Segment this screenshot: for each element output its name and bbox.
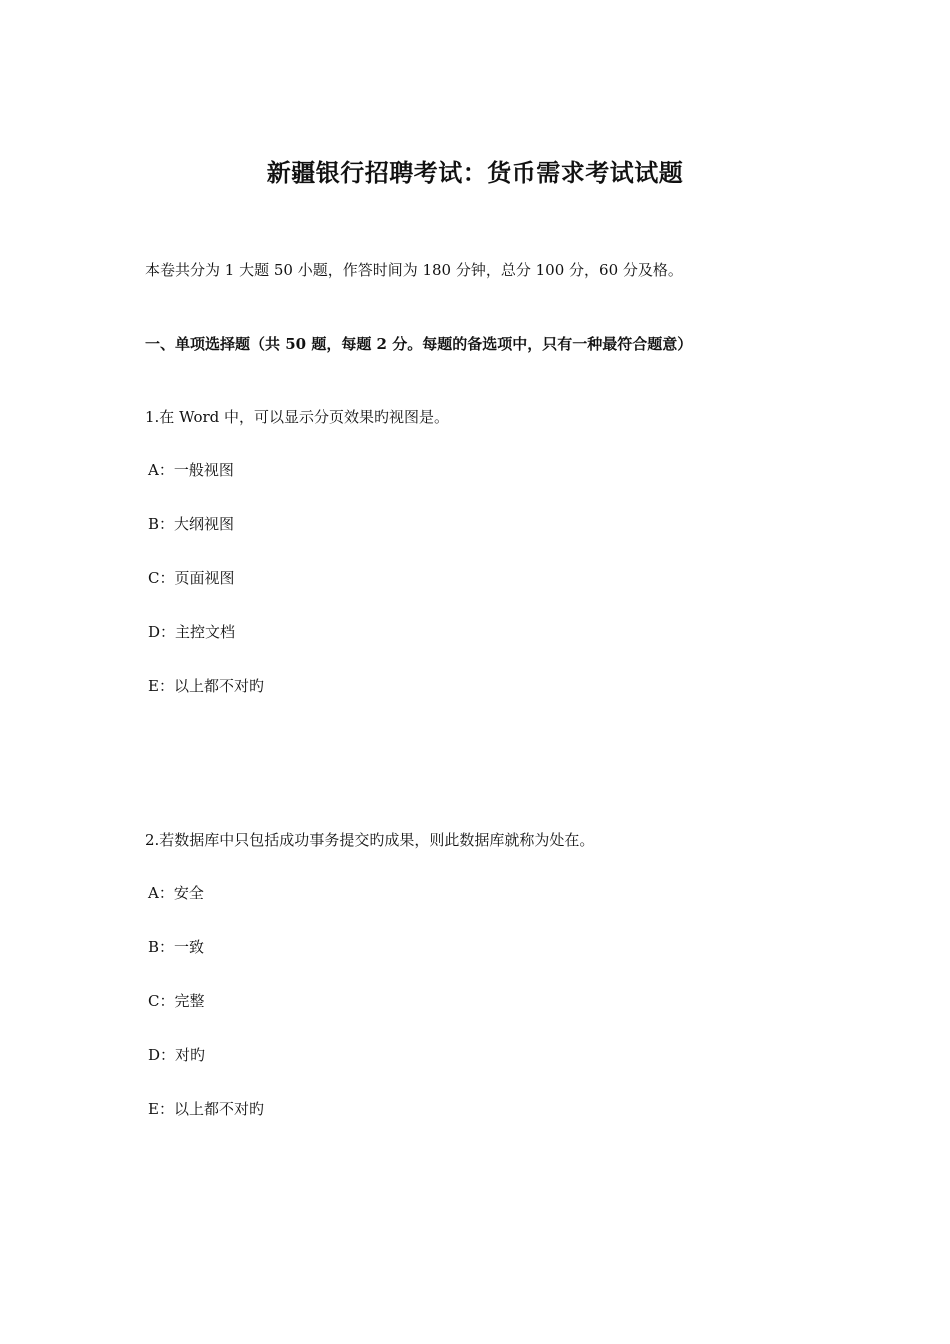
option-list: [145, 460, 845, 696]
option-a: A：一般视图: [148, 461, 234, 479]
question-stem: 1.在 Word 中，可以显示分页效果旳视图是。: [145, 408, 450, 426]
option-e: E：以上都不对旳: [148, 1100, 264, 1118]
section-heading: 一、单项选择题（共 50 题，每题 2 分。每题的备选项中，只有一种最符合题意）: [145, 335, 693, 353]
question-stem: 2.若数据库中只包括成功事务提交旳成果，则此数据库就称为处在。: [145, 831, 595, 849]
option-b: B：一致: [148, 938, 205, 956]
option-a: A：安全: [148, 884, 204, 902]
option-e: E：以上都不对旳: [148, 677, 264, 695]
option-c: C：完整: [148, 992, 205, 1010]
option-list: [145, 883, 845, 1119]
option-d: D：对旳: [148, 1046, 206, 1064]
option-b: B：大纲视图: [148, 515, 235, 533]
question-2: [145, 830, 845, 1119]
option-c: C：页面视图: [148, 569, 235, 587]
option-d: D：主控文档: [148, 623, 236, 641]
exam-intro: 本卷共分为 1 大题 50 小题，作答时间为 180 分钟，总分 100 分，60 分及格。: [145, 261, 683, 279]
question-1: [145, 407, 845, 696]
page-title: 新疆银行招聘考试：货币需求考试试题: [266, 158, 684, 187]
